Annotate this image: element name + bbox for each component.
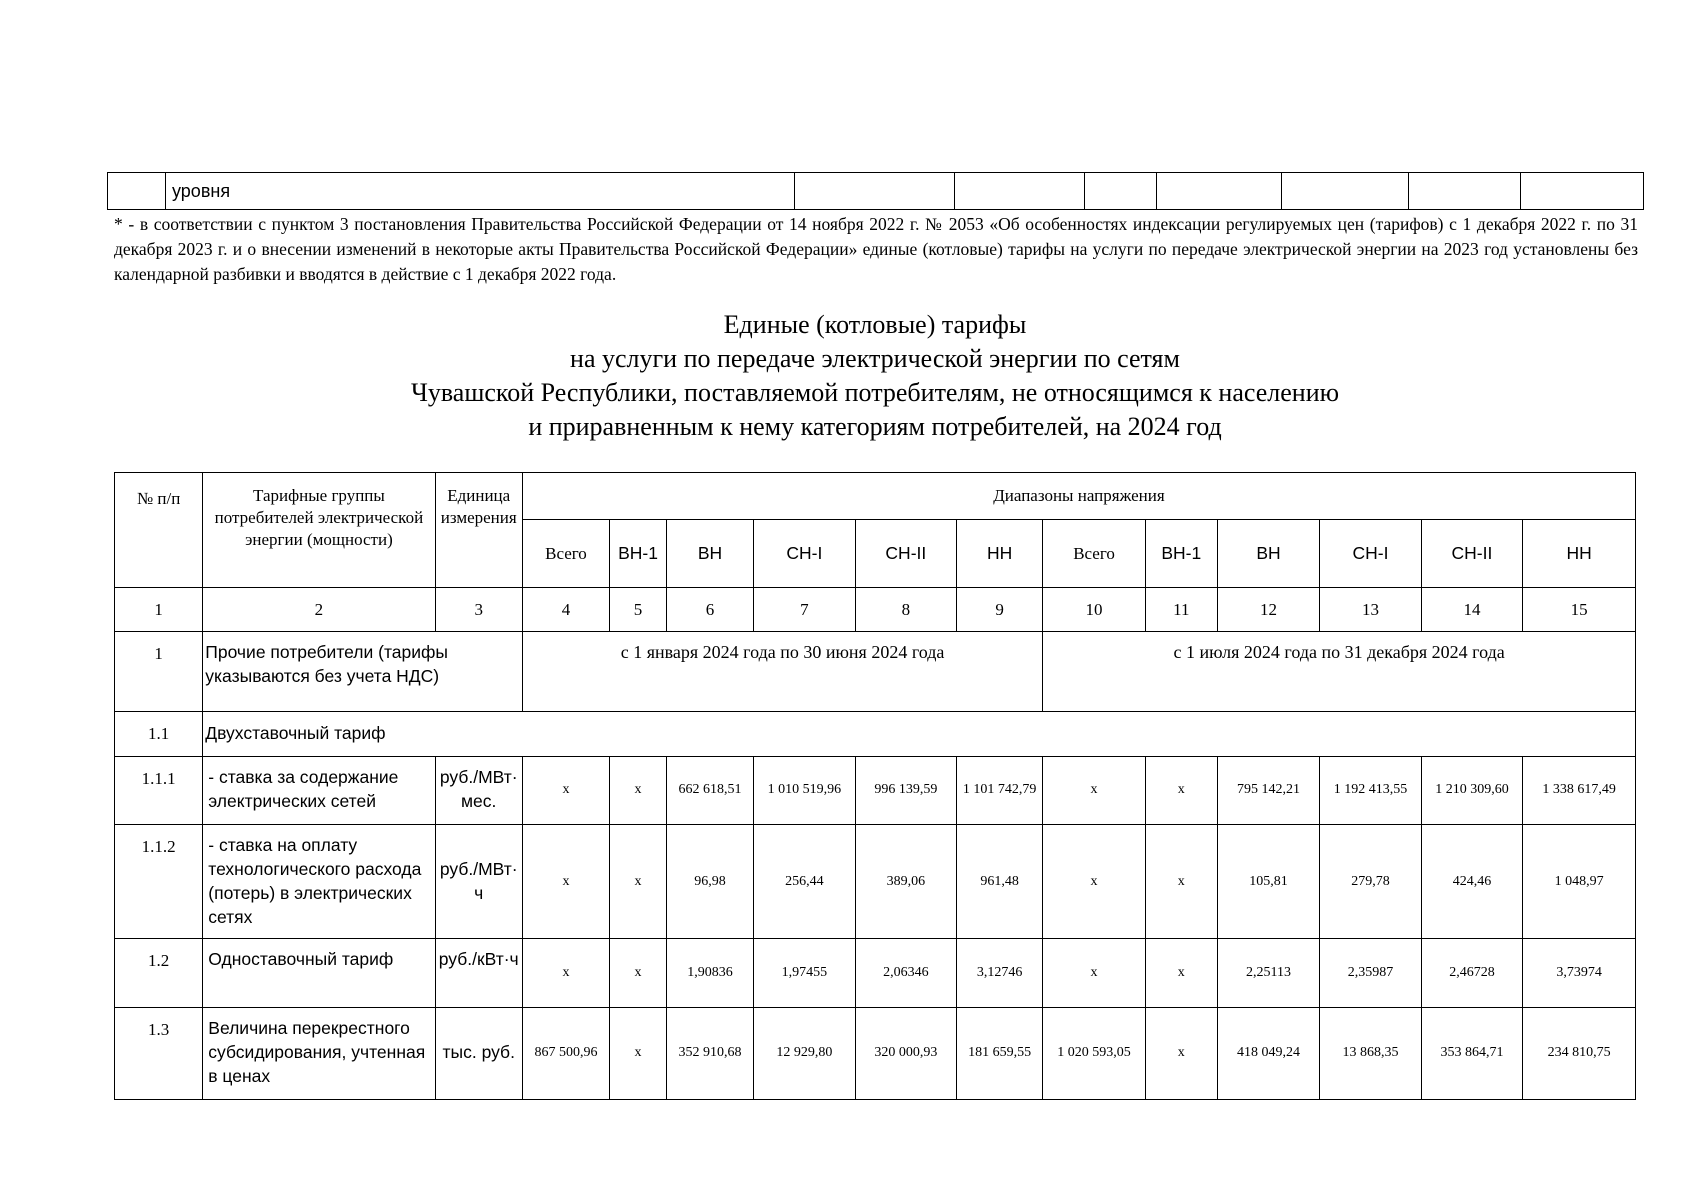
value-cell: 256,44 [754,825,855,939]
value-cell: 662 618,51 [666,756,753,824]
header-group: Тарифные группы потребителей электрической энергии (мощности) [203,473,435,588]
column-number: 15 [1523,588,1636,632]
value-cell: 96,98 [666,825,753,939]
value-cell: х [1145,1007,1217,1099]
value-cell: х [610,756,667,824]
value-cell: 2,06346 [855,939,956,1007]
header-level: ВН-1 [610,520,667,588]
row-label: Величина перекрестного субсидирования, учтенная в ценах [203,1007,435,1099]
header-level: СН-I [1320,520,1421,588]
table-row [115,1007,1636,1099]
value-cell: 12 929,80 [754,1007,855,1099]
value-cell: х [610,1007,667,1099]
value-cell: 105,81 [1217,825,1319,939]
value-cell: 1 192 413,55 [1320,756,1421,824]
column-number: 13 [1320,588,1421,632]
value-cell: 13 868,35 [1320,1007,1421,1099]
fragment-row [108,173,1644,210]
header-level: СН-II [1421,520,1522,588]
title-line: на услуги по передаче электрической энергии по сетям [570,344,1180,373]
value-cell: 1 101 742,79 [957,756,1043,824]
value-cell: 1 210 309,60 [1421,756,1522,824]
column-number: 14 [1421,588,1522,632]
header-row [115,473,1636,520]
document-title [0,308,1697,444]
header-unit: Единица измерения [435,473,522,588]
column-number: 7 [754,588,855,632]
fragment-cell [1282,173,1409,210]
value-cell: х [522,825,609,939]
column-numbers-row [115,588,1636,632]
header-level: ВН [666,520,753,588]
row-unit: руб./кВт·ч [435,939,522,1007]
row-label: Прочие потребители (тарифы указываются без учета НДС) [203,632,523,711]
value-cell: 795 142,21 [1217,756,1319,824]
value-cell: 961,48 [957,825,1043,939]
row-label: - ставка на оплату технологического расхода (потерь) в электрических сетях [203,825,435,939]
table-row [115,756,1636,824]
value-cell: 2,46728 [1421,939,1522,1007]
value-cell: 1 048,97 [1523,825,1636,939]
fragment-cell [1409,173,1521,210]
fragment-cell [1085,173,1157,210]
previous-table-fragment [107,172,1644,210]
value-cell: 1,97455 [754,939,855,1007]
row-num: 1.2 [115,939,203,1007]
header-num: № п/п [115,473,203,588]
title-line: и приравненным к нему категориям потребителей, на 2024 год [528,412,1222,441]
value-cell: х [1043,939,1145,1007]
value-cell: 389,06 [855,825,956,939]
fragment-cell [108,173,166,210]
title-line: Чувашской Республики, поставляемой потребителям, не относящимся к населению [410,378,1340,407]
value-cell: х [522,756,609,824]
table-row [115,825,1636,939]
fragment-cell [1521,173,1644,210]
row-unit: тыс. руб. [435,1007,522,1099]
header-level: НН [957,520,1043,588]
row-label: Двухставочный тариф [203,711,1636,756]
value-cell: 279,78 [1320,825,1421,939]
header-level: СН-I [754,520,855,588]
value-cell: 1 020 593,05 [1043,1007,1145,1099]
header-level: Всего [522,520,609,588]
header-level: Всего [1043,520,1145,588]
value-cell: х [522,939,609,1007]
column-number: 3 [435,588,522,632]
value-cell: 996 139,59 [855,756,956,824]
value-cell: 867 500,96 [522,1007,609,1099]
fragment-label: уровня [166,173,795,210]
column-number: 1 [115,588,203,632]
header-level: НН [1523,520,1636,588]
value-cell: 320 000,93 [855,1007,956,1099]
column-number: 2 [203,588,435,632]
header-ranges: Диапазоны напряжения [522,473,1635,520]
row-unit: руб./МВт·ч [435,825,522,939]
row-num: 1.1.1 [115,756,203,824]
column-number: 6 [666,588,753,632]
value-cell: 3,73974 [1523,939,1636,1007]
value-cell: 234 810,75 [1523,1007,1636,1099]
value-cell: х [1043,825,1145,939]
value-cell: х [1145,756,1217,824]
value-cell: х [1043,756,1145,824]
column-number: 5 [610,588,667,632]
row-label: Одноставочный тариф [203,939,435,1007]
value-cell: 181 659,55 [957,1007,1043,1099]
value-cell: х [610,939,667,1007]
value-cell: 424,46 [1421,825,1522,939]
period-first-half: с 1 января 2024 года по 30 июня 2024 года [522,632,1042,711]
column-number: 12 [1217,588,1319,632]
value-cell: 1 010 519,96 [754,756,855,824]
table-row [115,939,1636,1007]
section-row [115,632,1636,711]
header-level: ВН [1217,520,1319,588]
value-cell: 1,90836 [666,939,753,1007]
subsection-row [115,711,1636,756]
column-number: 9 [957,588,1043,632]
value-cell: 352 910,68 [666,1007,753,1099]
value-cell: 353 864,71 [1421,1007,1522,1099]
row-num: 1.3 [115,1007,203,1099]
row-num: 1.1.2 [115,825,203,939]
value-cell: х [1145,939,1217,1007]
row-num: 1 [115,632,203,711]
row-num: 1.1 [115,711,203,756]
value-cell: 2,35987 [1320,939,1421,1007]
period-second-half: с 1 июля 2024 года по 31 декабря 2024 года [1043,632,1636,711]
header-level: СН-II [855,520,956,588]
title-line: Единые (котловые) тарифы [723,310,1027,339]
value-cell: х [610,825,667,939]
tariff-table [114,472,1636,1100]
row-unit: руб./МВт·мес. [435,756,522,824]
fragment-cell [795,173,955,210]
row-label: - ставка за содержание электрических сетей [203,756,435,824]
column-number: 8 [855,588,956,632]
footnote: * - в соответствии с пунктом 3 постановления Правительства Российской Федерации от 14 ноября 2022 г. № 2053 «Об особенностях индексации регулируемых цен (тарифов) с 1 декабря 2022 г. по 31 декабря 2023 г. и о внесении изменений в некоторые акты Правительства Российской Федерации» единые (котловые) тарифы на услуги по передаче электрической энергии на 2023 год установлены без календарной разбивки и вводятся в действие с 1 декабря 2022 года. [114,214,1638,284]
value-cell: 1 338 617,49 [1523,756,1636,824]
column-number: 11 [1145,588,1217,632]
column-number: 10 [1043,588,1145,632]
fragment-cell [1157,173,1282,210]
value-cell: х [1145,825,1217,939]
value-cell: 3,12746 [957,939,1043,1007]
value-cell: 2,25113 [1217,939,1319,1007]
fragment-cell [955,173,1085,210]
header-level: ВН-1 [1145,520,1217,588]
value-cell: 418 049,24 [1217,1007,1319,1099]
column-number: 4 [522,588,609,632]
